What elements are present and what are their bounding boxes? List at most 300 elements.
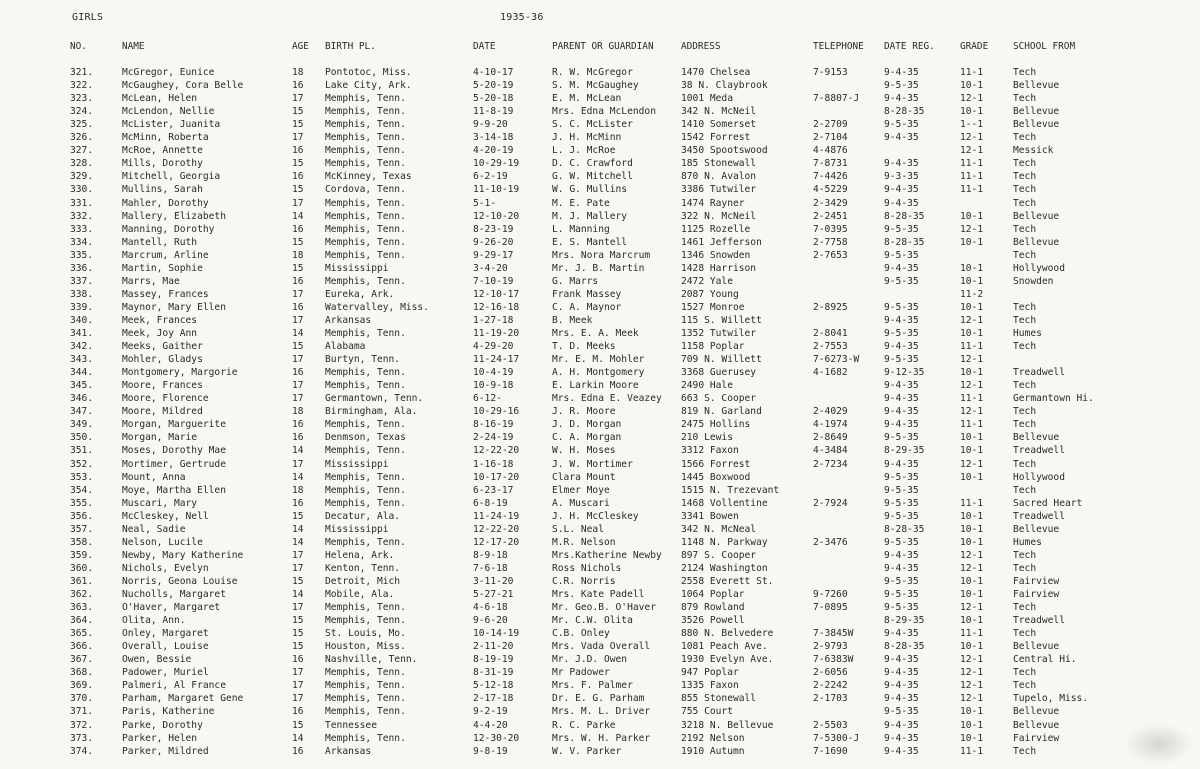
parent-guardian: Mrs. Kate Padell: [552, 589, 645, 600]
parent-guardian: J. D. Morgan: [552, 419, 622, 431]
table-row: [0, 249, 1200, 262]
row-number: 368.: [70, 667, 94, 679]
address: 342 N. McNeil: [681, 106, 757, 118]
row-number: 351.: [70, 445, 94, 457]
table-row: [0, 431, 1200, 444]
birth-place: Memphis, Tenn.: [325, 732, 406, 744]
parent-guardian: Mr. J.D. Owen: [552, 654, 628, 666]
grade: 11-1: [960, 67, 984, 78]
grade: 10-1: [960, 236, 984, 248]
parent-guardian: L. J. McRoe: [552, 145, 616, 157]
student-name: Mills, Dorothy: [122, 158, 203, 170]
parent-guardian: E. S. Mantell: [552, 236, 628, 248]
school-from: Bellevue: [1013, 119, 1060, 131]
telephone: 2-8649: [813, 432, 848, 444]
date-registered: 9-4-35: [884, 341, 919, 353]
birth-date: 4-6-18: [473, 602, 508, 614]
address: 1001 Meda: [681, 93, 733, 105]
table-row: [0, 105, 1200, 118]
address: 1125 Rozelle: [681, 223, 751, 235]
birth-place: Memphis, Tenn.: [325, 706, 406, 718]
school-from: Tech: [1013, 223, 1037, 235]
school-from: Hollywood: [1013, 262, 1065, 274]
student-name: Mitchell, Georgia: [122, 171, 221, 183]
grade: 11-1: [960, 184, 984, 196]
school-from: Treadwell: [1013, 510, 1065, 522]
birth-place: Mississippi: [325, 458, 389, 470]
telephone: 7-4426: [813, 171, 848, 183]
school-from: Bellevue: [1013, 641, 1060, 653]
address: 897 S. Cooper: [681, 549, 757, 561]
age: 17: [292, 132, 304, 144]
birth-date: 4-10-17: [473, 67, 514, 78]
birth-date: 11-19-20: [473, 328, 520, 339]
parent-guardian: Mrs. Nora Marcrum: [552, 249, 651, 261]
telephone: 7-0895: [813, 602, 848, 614]
address: 342 N. McNeal: [681, 523, 757, 535]
birth-date: 5-27-21: [473, 589, 514, 600]
date-registered: 9-5-35: [884, 432, 919, 444]
age: 17: [292, 354, 304, 366]
birth-place: Memphis, Tenn.: [325, 93, 406, 105]
address: 2472 Yale: [681, 275, 733, 287]
school-from: Tech: [1013, 667, 1037, 679]
student-name: McCleskey, Nell: [122, 510, 209, 522]
birth-date: 6-2-19: [473, 171, 508, 183]
table-row: [0, 562, 1200, 575]
birth-date: 9-29-17: [473, 249, 514, 261]
row-number: 370.: [70, 693, 94, 705]
birth-place: Memphis, Tenn.: [325, 145, 406, 157]
student-name: Morgan, Marie: [122, 432, 198, 444]
student-name: Mount, Anna: [122, 471, 186, 483]
row-number: 371.: [70, 706, 94, 718]
birth-date: 8-31-19: [473, 667, 514, 679]
birth-place: Alabama: [325, 341, 366, 353]
date-registered: 9-5-35: [884, 223, 919, 235]
date-registered: 9-4-35: [884, 719, 919, 731]
school-from: Bellevue: [1013, 236, 1060, 248]
birth-place: Lake City, Ark.: [325, 80, 412, 92]
telephone: 2-7553: [813, 341, 848, 353]
grade: 12-1: [960, 693, 984, 705]
age: 16: [292, 367, 304, 379]
date-registered: 9-4-35: [884, 667, 919, 679]
birth-date: 2-24-19: [473, 432, 514, 444]
student-name: McLister, Juanita: [122, 119, 221, 131]
age: 17: [292, 458, 304, 470]
age: 17: [292, 693, 304, 705]
telephone: 2-2242: [813, 680, 848, 692]
table-row: [0, 405, 1200, 418]
birth-place: Helena, Ark.: [325, 549, 395, 561]
birth-date: 10-29-19: [473, 158, 520, 170]
date-registered: 8-28-35: [884, 523, 925, 535]
parent-guardian: W. H. Moses: [552, 445, 616, 457]
row-number: 329.: [70, 171, 94, 183]
age: 14: [292, 471, 304, 483]
age: 17: [292, 667, 304, 679]
row-number: 330.: [70, 184, 94, 196]
student-name: Massey, Frances: [122, 288, 209, 300]
address: 3368 Guerusey: [681, 367, 757, 379]
birth-place: Decatur, Ala.: [325, 510, 401, 522]
grade: 11-2: [960, 288, 984, 300]
parent-guardian: Mrs. Vada Overall: [552, 641, 651, 653]
grade: 12-1: [960, 602, 984, 614]
address: 1346 Snowden: [681, 249, 751, 261]
address: 210 Lewis: [681, 432, 733, 444]
school-from: Tech: [1013, 484, 1037, 496]
birth-date: 7-6-18: [473, 562, 508, 574]
birth-place: Arkansas: [325, 745, 372, 757]
row-number: 333.: [70, 223, 94, 235]
birth-date: 4-20-19: [473, 145, 514, 157]
age: 16: [292, 275, 304, 287]
student-name: Parker, Mildred: [122, 745, 209, 757]
parent-guardian: Mrs. Edna McLendon: [552, 106, 656, 118]
age: 15: [292, 341, 304, 353]
parent-guardian: C. A. Morgan: [552, 432, 622, 444]
school-from: Tech: [1013, 158, 1037, 170]
student-name: Nucholls, Margaret: [122, 589, 226, 600]
parent-guardian: Mrs. M. L. Driver: [552, 706, 651, 718]
parent-guardian: R. C. Parke: [552, 719, 616, 731]
student-name: Nelson, Lucile: [122, 536, 203, 548]
parent-guardian: G. W. Mitchell: [552, 171, 633, 183]
telephone: 2-1703: [813, 693, 848, 705]
address: 2087 Young: [681, 288, 739, 300]
student-name: Mohler, Gladys: [122, 354, 203, 366]
table-row: [0, 314, 1200, 327]
age: 14: [292, 328, 304, 339]
parent-guardian: J. H. McCleskey: [552, 510, 639, 522]
date-registered: 9-4-35: [884, 458, 919, 470]
address: 1428 Harrison: [681, 262, 757, 274]
birth-place: Detroit, Mich: [325, 575, 401, 587]
parent-guardian: W. V. Parker: [552, 745, 622, 757]
grade: 10-1: [960, 536, 984, 548]
age: 14: [292, 589, 304, 600]
age: 16: [292, 419, 304, 431]
birth-place: Arkansas: [325, 314, 372, 326]
age: 17: [292, 602, 304, 614]
age: 15: [292, 575, 304, 587]
birth-date: 12-22-20: [473, 445, 520, 457]
table-row: [0, 484, 1200, 497]
date-registered: 9-5-35: [884, 706, 919, 718]
row-number: 346.: [70, 393, 94, 405]
age: 15: [292, 158, 304, 170]
col-header-birthplace: BIRTH PL.: [325, 41, 376, 52]
date-registered: 8-28-35: [884, 641, 925, 653]
birth-date: 11-8-19: [473, 106, 514, 118]
date-registered: 9-4-35: [884, 732, 919, 744]
grade: 10-1: [960, 80, 984, 92]
school-from: Treadwell: [1013, 445, 1065, 457]
age: 15: [292, 262, 304, 274]
telephone: 4-4876: [813, 145, 848, 157]
table-row: [0, 523, 1200, 536]
school-from: Tech: [1013, 67, 1037, 78]
school-from: Tech: [1013, 419, 1037, 431]
birth-place: Memphis, Tenn.: [325, 615, 406, 627]
row-number: 374.: [70, 745, 94, 757]
row-number: 324.: [70, 106, 94, 118]
student-name: Moore, Mildred: [122, 406, 203, 418]
birth-date: 12-30-20: [473, 732, 520, 744]
school-from: Tech: [1013, 562, 1037, 574]
date-registered: 9-4-35: [884, 549, 919, 561]
grade: 10-1: [960, 432, 984, 444]
telephone: 4-5229: [813, 184, 848, 196]
parent-guardian: E. Larkin Moore: [552, 380, 639, 392]
age: 14: [292, 523, 304, 535]
row-number: 341.: [70, 328, 94, 339]
age: 17: [292, 393, 304, 405]
parent-guardian: M. E. Pate: [552, 197, 610, 209]
birth-place: Memphis, Tenn.: [325, 667, 406, 679]
school-from: Tech: [1013, 680, 1037, 692]
col-header-school-from: SCHOOL FROM: [1013, 41, 1076, 52]
age: 16: [292, 80, 304, 92]
age: 18: [292, 67, 304, 78]
birth-place: Denmson, Texas: [325, 432, 406, 444]
grade: 10-1: [960, 301, 984, 313]
age: 15: [292, 615, 304, 627]
student-name: Palmeri, Al France: [122, 680, 226, 692]
birth-date: 10-4-19: [473, 367, 514, 379]
age: 16: [292, 432, 304, 444]
table-row: [0, 627, 1200, 640]
parent-guardian: D. C. Crawford: [552, 158, 633, 170]
student-name: Owen, Bessie: [122, 654, 192, 666]
date-registered: 8-28-35: [884, 106, 925, 118]
telephone: 4-1682: [813, 367, 848, 379]
school-from: Tech: [1013, 197, 1037, 209]
birth-place: Memphis, Tenn.: [325, 419, 406, 431]
grade: 12-1: [960, 380, 984, 392]
grade: 12-1: [960, 354, 984, 366]
date-registered: 9-12-35: [884, 367, 925, 379]
date-registered: 9-5-35: [884, 275, 919, 287]
birth-place: Watervalley, Miss.: [325, 301, 429, 313]
date-registered: 8-28-35: [884, 210, 925, 222]
date-registered: 9-4-35: [884, 314, 919, 326]
student-name: Meek, Joy Ann: [122, 328, 198, 339]
grade: 10-1: [960, 732, 984, 744]
telephone: 2-3429: [813, 197, 848, 209]
row-number: 353.: [70, 471, 94, 483]
grade: 11-1: [960, 171, 984, 183]
grade: 10-1: [960, 510, 984, 522]
parent-guardian: Mr. J. B. Martin: [552, 262, 645, 274]
school-from: Germantown Hi.: [1013, 393, 1094, 405]
parent-guardian: Mrs. E. A. Meek: [552, 328, 639, 339]
row-number: 361.: [70, 575, 94, 587]
telephone: 7-9153: [813, 67, 848, 78]
section-title: GIRLS: [72, 12, 104, 23]
telephone: 2-8925: [813, 301, 848, 313]
age: 15: [292, 236, 304, 248]
address: 1081 Peach Ave.: [681, 641, 768, 653]
address: 663 S. Cooper: [681, 393, 757, 405]
table-row: [0, 66, 1200, 79]
parent-guardian: Frank Massey: [552, 288, 622, 300]
parent-guardian: L. Manning: [552, 223, 610, 235]
student-name: Mantell, Ruth: [122, 236, 198, 248]
col-header-grade: GRADE: [960, 41, 989, 52]
school-from: Tech: [1013, 93, 1037, 105]
row-number: 328.: [70, 158, 94, 170]
parent-guardian: J. W. Mortimer: [552, 458, 633, 470]
age: 16: [292, 745, 304, 757]
parent-guardian: Mr. C.W. Olita: [552, 615, 633, 627]
age: 16: [292, 497, 304, 509]
grade: 11-1: [960, 628, 984, 640]
row-number: 367.: [70, 654, 94, 666]
row-number: 322.: [70, 80, 94, 92]
school-from: Hollywood: [1013, 471, 1065, 483]
table-row: [0, 575, 1200, 588]
birth-date: 2-17-18: [473, 693, 514, 705]
school-from: Humes: [1013, 328, 1042, 339]
age: 17: [292, 380, 304, 392]
address: 1445 Boxwood: [681, 471, 751, 483]
address: 322 N. McNeil: [681, 210, 757, 222]
grade: 10-1: [960, 210, 984, 222]
address: 819 N. Garland: [681, 406, 762, 418]
age: 15: [292, 510, 304, 522]
school-from: Tech: [1013, 549, 1037, 561]
birth-place: Memphis, Tenn.: [325, 471, 406, 483]
age: 16: [292, 171, 304, 183]
address: 1352 Tutwiler: [681, 328, 757, 339]
date-registered: 9-4-35: [884, 562, 919, 574]
birth-place: Memphis, Tenn.: [325, 367, 406, 379]
grade: 12-1: [960, 654, 984, 666]
table-row: [0, 210, 1200, 223]
row-number: 347.: [70, 406, 94, 418]
student-name: Mullins, Sarah: [122, 184, 203, 196]
row-number: 332.: [70, 210, 94, 222]
col-header-no: NO.: [70, 41, 87, 52]
row-number: 331.: [70, 197, 94, 209]
grade: 12-1: [960, 93, 984, 105]
table-row: [0, 79, 1200, 92]
grade: 12-1: [960, 406, 984, 418]
telephone: 7-6383W: [813, 654, 854, 666]
row-number: 363.: [70, 602, 94, 614]
table-row: [0, 197, 1200, 210]
telephone: 2-6056: [813, 667, 848, 679]
school-from: Bellevue: [1013, 523, 1060, 535]
table-row: [0, 588, 1200, 601]
date-registered: 8-29-35: [884, 615, 925, 627]
parent-guardian: Mr. E. M. Mohler: [552, 354, 645, 366]
age: 17: [292, 314, 304, 326]
birth-place: Memphis, Tenn.: [325, 197, 406, 209]
address: 1470 Chelsea: [681, 67, 751, 78]
school-from: Tech: [1013, 249, 1037, 261]
grade: 1--1: [960, 119, 984, 131]
date-registered: 9-4-35: [884, 654, 919, 666]
birth-place: Nashville, Tenn.: [325, 654, 418, 666]
birth-date: 12-17-20: [473, 536, 520, 548]
grade: 11-1: [960, 158, 984, 170]
birth-place: Houston, Miss.: [325, 641, 406, 653]
telephone: 2-7104: [813, 132, 848, 144]
table-row: [0, 418, 1200, 431]
student-name: Mortimer, Gertrude: [122, 458, 226, 470]
date-registered: 9-5-35: [884, 602, 919, 614]
address: 1064 Poplar: [681, 589, 745, 600]
date-registered: 9-5-35: [884, 510, 919, 522]
birth-date: 9-8-19: [473, 745, 508, 757]
student-name: Montgomery, Margorie: [122, 367, 238, 379]
telephone: 2-7653: [813, 249, 848, 261]
school-from: Tech: [1013, 341, 1037, 353]
student-name: McLendon, Nellie: [122, 106, 215, 118]
table-row: [0, 223, 1200, 236]
student-name: Paris, Katherine: [122, 706, 215, 718]
telephone: 2-3476: [813, 536, 848, 548]
row-number: 325.: [70, 119, 94, 131]
age: 14: [292, 210, 304, 222]
address: 879 Rowland: [681, 602, 745, 614]
telephone: 2-2451: [813, 210, 848, 222]
row-number: 354.: [70, 484, 94, 496]
col-header-date: DATE: [473, 41, 496, 52]
table-row: [0, 549, 1200, 562]
student-name: Morgan, Marguerite: [122, 419, 226, 431]
school-from: Bellevue: [1013, 210, 1060, 222]
age: 15: [292, 119, 304, 131]
birth-date: 12-10-17: [473, 288, 520, 300]
birth-date: 3-11-20: [473, 575, 514, 587]
birth-date: 1-27-18: [473, 314, 514, 326]
birth-date: 5-20-19: [473, 80, 514, 92]
school-from: Tech: [1013, 184, 1037, 196]
age: 17: [292, 562, 304, 574]
grade: 11-1: [960, 497, 984, 509]
grade: 11-1: [960, 341, 984, 353]
birth-place: St. Louis, Mo.: [325, 628, 406, 640]
address: 3450 Spootswood: [681, 145, 768, 157]
age: 17: [292, 93, 304, 105]
date-registered: 9-5-35: [884, 484, 919, 496]
row-number: 323.: [70, 93, 94, 105]
birth-place: Memphis, Tenn.: [325, 497, 406, 509]
row-number: 337.: [70, 275, 94, 287]
telephone: 2-7758: [813, 236, 848, 248]
address: 1566 Forrest: [681, 458, 751, 470]
address: 1335 Faxon: [681, 680, 739, 692]
school-from: Bellevue: [1013, 432, 1060, 444]
birth-date: 8-9-18: [473, 549, 508, 561]
date-registered: 9-5-35: [884, 328, 919, 339]
date-registered: 8-29-35: [884, 445, 925, 457]
parent-guardian: B. Meek: [552, 314, 593, 326]
table-row: [0, 144, 1200, 157]
table-row: [0, 92, 1200, 105]
age: 17: [292, 197, 304, 209]
address: 3218 N. Bellevue: [681, 719, 774, 731]
birth-date: 9-2-19: [473, 706, 508, 718]
telephone: 9-7260: [813, 589, 848, 600]
address: 755 Court: [681, 706, 733, 718]
row-number: 355.: [70, 497, 94, 509]
